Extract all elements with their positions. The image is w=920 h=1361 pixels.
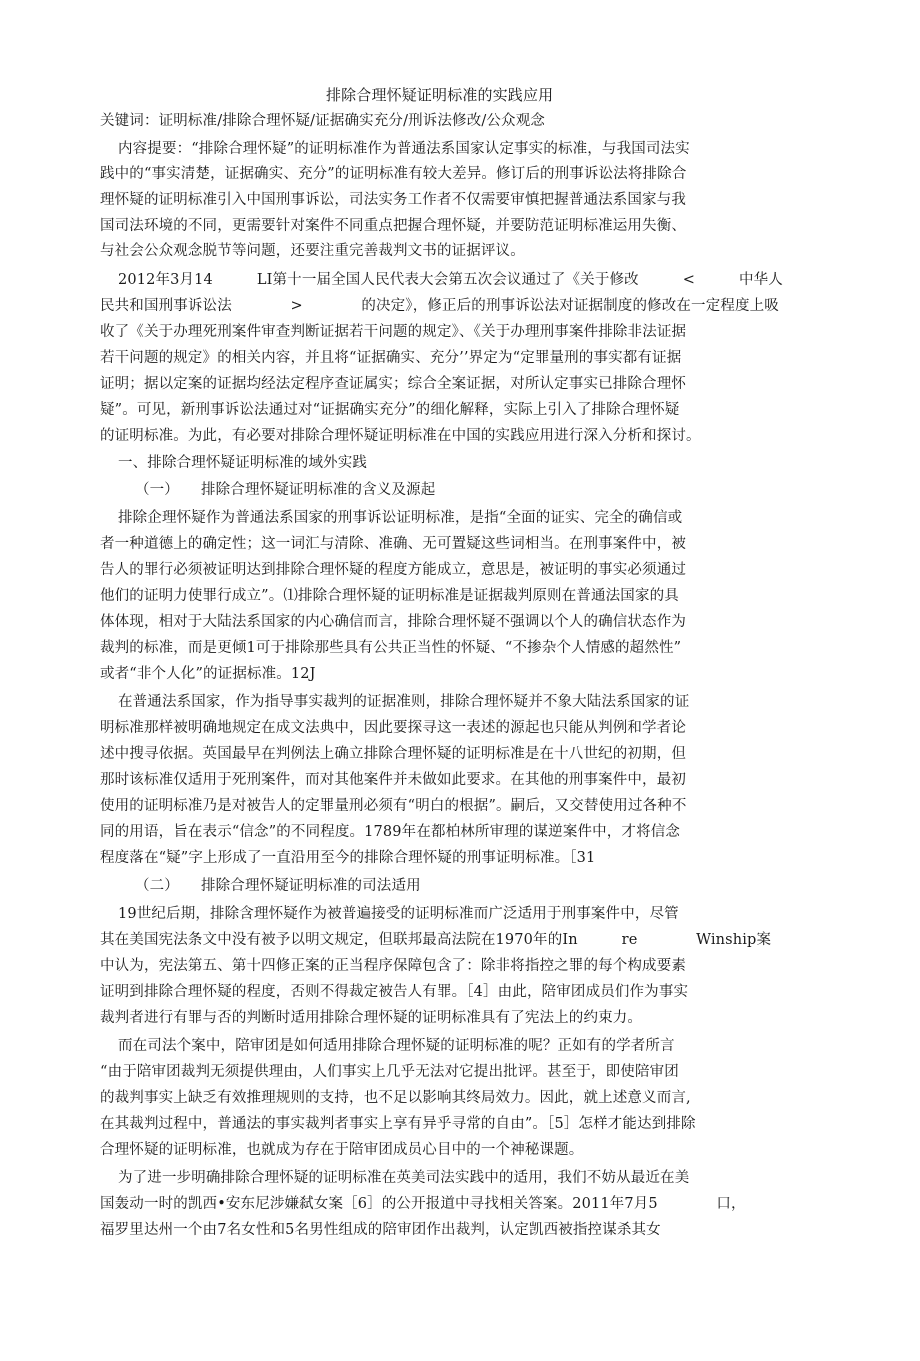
paragraph-line: 同的用语，旨在表示“信念”的不同程度。1789年在都柏林所审理的谋逆案件中，才将信念	[100, 824, 681, 840]
paragraph-line: 为了进一步明确排除合理怀疑的证明标准在英美司法实践中的适用，我们不妨从最近在美	[118, 1170, 690, 1186]
paragraph-line: “由于陪审团裁判无须提供理由，人们事实上几乎无法对它提出批评。甚至于，即使陪审团	[100, 1064, 679, 1080]
paragraph-line: 述中搜寻依据。英国最早在判例法上确立排除合理怀疑的证明标准是在十八世纪的初期，但	[100, 746, 686, 762]
paragraph-line: 裁判的标准，而是更倾1可于排除那些具有公共正当性的怀疑、“不掺杂个人情感的超然性”	[100, 640, 682, 656]
keywords-line: 关键词：证明标准/排除合理怀疑/证据确实充分/刑诉法修改/公众观念	[100, 113, 545, 129]
abstract-line: 国司法环境的不同，更需要针对案件不同重点把握合理怀疑，并要防范证明标准运用失衡、	[100, 218, 686, 234]
paragraph-line: 那时该标准仅适用于死刑案件，而对其他案件并未做如此要求。在其他的刑事案件中，最初	[100, 772, 686, 788]
document-title: 排除合理怀疑证明标准的实践应用	[326, 86, 554, 104]
section-heading: 一、排除合理怀疑证明标准的域外实践	[118, 455, 368, 471]
abstract-line: 践中的“事实清楚，证据确实、充分”的证明标准有较大差异。修订后的刑事诉讼法将排除合	[100, 166, 687, 182]
paragraph-line: 疑”。可见，新刑事诉讼法通过对“证据确实充分”的细化解释，实际上引入了排除合理怀疑	[100, 402, 680, 418]
paragraph-line: 收了《关于办理死刑案件审查判断证据若干问题的规定》、《关于办理刑事案件排除非法证据	[100, 324, 687, 340]
paragraph-line: 排除企理怀疑作为普通法系国家的刑事诉讼证明标准，是指“全面的证实、完全的确信或	[118, 510, 683, 526]
paragraph-line: 在普通法系国家，作为指导事实裁判的证据准则，排除合理怀疑并不象大陆法系国家的证	[118, 694, 690, 710]
paragraph-line: 在其裁判过程中，普通法的事实裁判者事实上享有异乎寻常的自由”。［5］怎样才能达到排除	[100, 1116, 696, 1132]
paragraph-line: 或者“非个人化”的证据标准。12J	[100, 666, 316, 682]
paragraph-line: 体体现，相对于大陆法系国家的内心确信而言，排除合理怀疑不强调以个人的确信状态作为	[100, 614, 686, 630]
paragraph-line: 2012年3月14 LI第十一届全国人民代表大会第五次会议通过了《关于修改 < 中华人	[118, 272, 783, 288]
abstract-line: 理怀疑的证明标准引入中国刑事诉讼，司法实务工作者不仅需要审慎把握普通法系国家与我	[100, 192, 686, 208]
paragraph-line: 福罗里达州一个由7名女性和5名男性组成的陪审团作出裁判，认定凯西被指控谋杀其女	[100, 1222, 661, 1238]
abstract-line: 内容提要：“排除合理怀疑”的证明标准作为普通法系国家认定事实的标准，与我国司法实	[118, 141, 690, 157]
paragraph-line: 合理怀疑的证明标准，也就成为存在于陪审团成员心目中的一个神秘课题。	[100, 1142, 584, 1158]
paragraph-line: 证明到排除合理怀疑的程度，否则不得裁定被告人有罪。［4］由此，陪审团成员们作为事实	[100, 984, 689, 1000]
paragraph-line: 国轰动一时的凯西•安东尼涉嫌弑女案［6］的公开报道中寻找相关答案。2011年7月5 口，	[100, 1196, 746, 1212]
paragraph-line: 告人的罪行必须被证明达到排除合理怀疑的程度方能成立，意思是，被证明的事实必须通过	[100, 562, 686, 578]
paragraph-line: 而在司法个案中，陪审团是如何适用排除合理怀疑的证明标准的呢？正如有的学者所言	[118, 1038, 675, 1054]
paragraph-line: 裁判者进行有罪与否的判断时适用排除合理怀疑的证明标准具有了宪法上的约束力。	[100, 1010, 643, 1026]
abstract-line: 与社会公众观念脱节等问题，还要注重完善裁判文书的证据评议。	[100, 243, 525, 259]
paragraph-line: 的证明标准。为此，有必要对排除合理怀疑证明标准在中国的实践应用进行深入分析和探讨。	[100, 428, 701, 444]
paragraph-line: 证明；据以定案的证据均经法定程序查证属实；综合全案证据，对所认定事实已排除合理怀	[100, 376, 686, 392]
paragraph-line: 他们的证明力使罪行成立”。⑴排除合理怀疑的证明标准是证据裁判原则在普通法国家的具	[100, 588, 679, 604]
paragraph-line: 其在美国宪法条文中没有被予以明文规定，但联邦最高法院在1970年的In re Winship案	[100, 932, 772, 948]
paragraph-line: 中认为，宪法第五、第十四修正案的正当程序保障包含了：除非将指控之罪的每个构成要素	[100, 958, 686, 974]
paragraph-line: 程度落在“疑”字上形成了一直沿用至今的排除合理怀疑的刑事证明标准。［31	[100, 850, 596, 866]
paragraph-line: 民共和国刑事诉讼法 > 的决定》，修正后的刑事诉讼法对证据制度的修改在一定程度上吸	[100, 298, 779, 314]
subsection-heading: （一） 排除合理怀疑证明标准的含义及源起	[135, 482, 436, 498]
paragraph-line: 明标准那样被明确地规定在成文法典中，因此要探寻这一表述的源起也只能从判例和学者论	[100, 720, 686, 736]
paragraph-line: 若干问题的规定》的相关内容，并且将“证据确实、充分’’界定为“定罪量刑的事实都有证据	[100, 350, 682, 366]
paragraph-line: 者一种道德上的确定性；这一词汇与清除、准确、无可置疑这些词相当。在刑事案件中，被	[100, 536, 686, 552]
paragraph-line: 19世纪后期，排除含理怀疑作为被普遍接受的证明标准而广泛适用于刑事案件中，尽管	[118, 906, 679, 922]
paragraph-line: 使用的证明标准乃是对被告人的定罪量刑必须有“明白的根据”。嗣后，又交替使用过各种不	[100, 798, 687, 814]
subsection-heading: （二） 排除合理怀疑证明标准的司法适用	[135, 878, 421, 894]
paragraph-line: 的裁判事实上缺乏有效推理规则的支持，也不足以影响其终局效力。因此，就上述意义而言,	[100, 1090, 691, 1106]
